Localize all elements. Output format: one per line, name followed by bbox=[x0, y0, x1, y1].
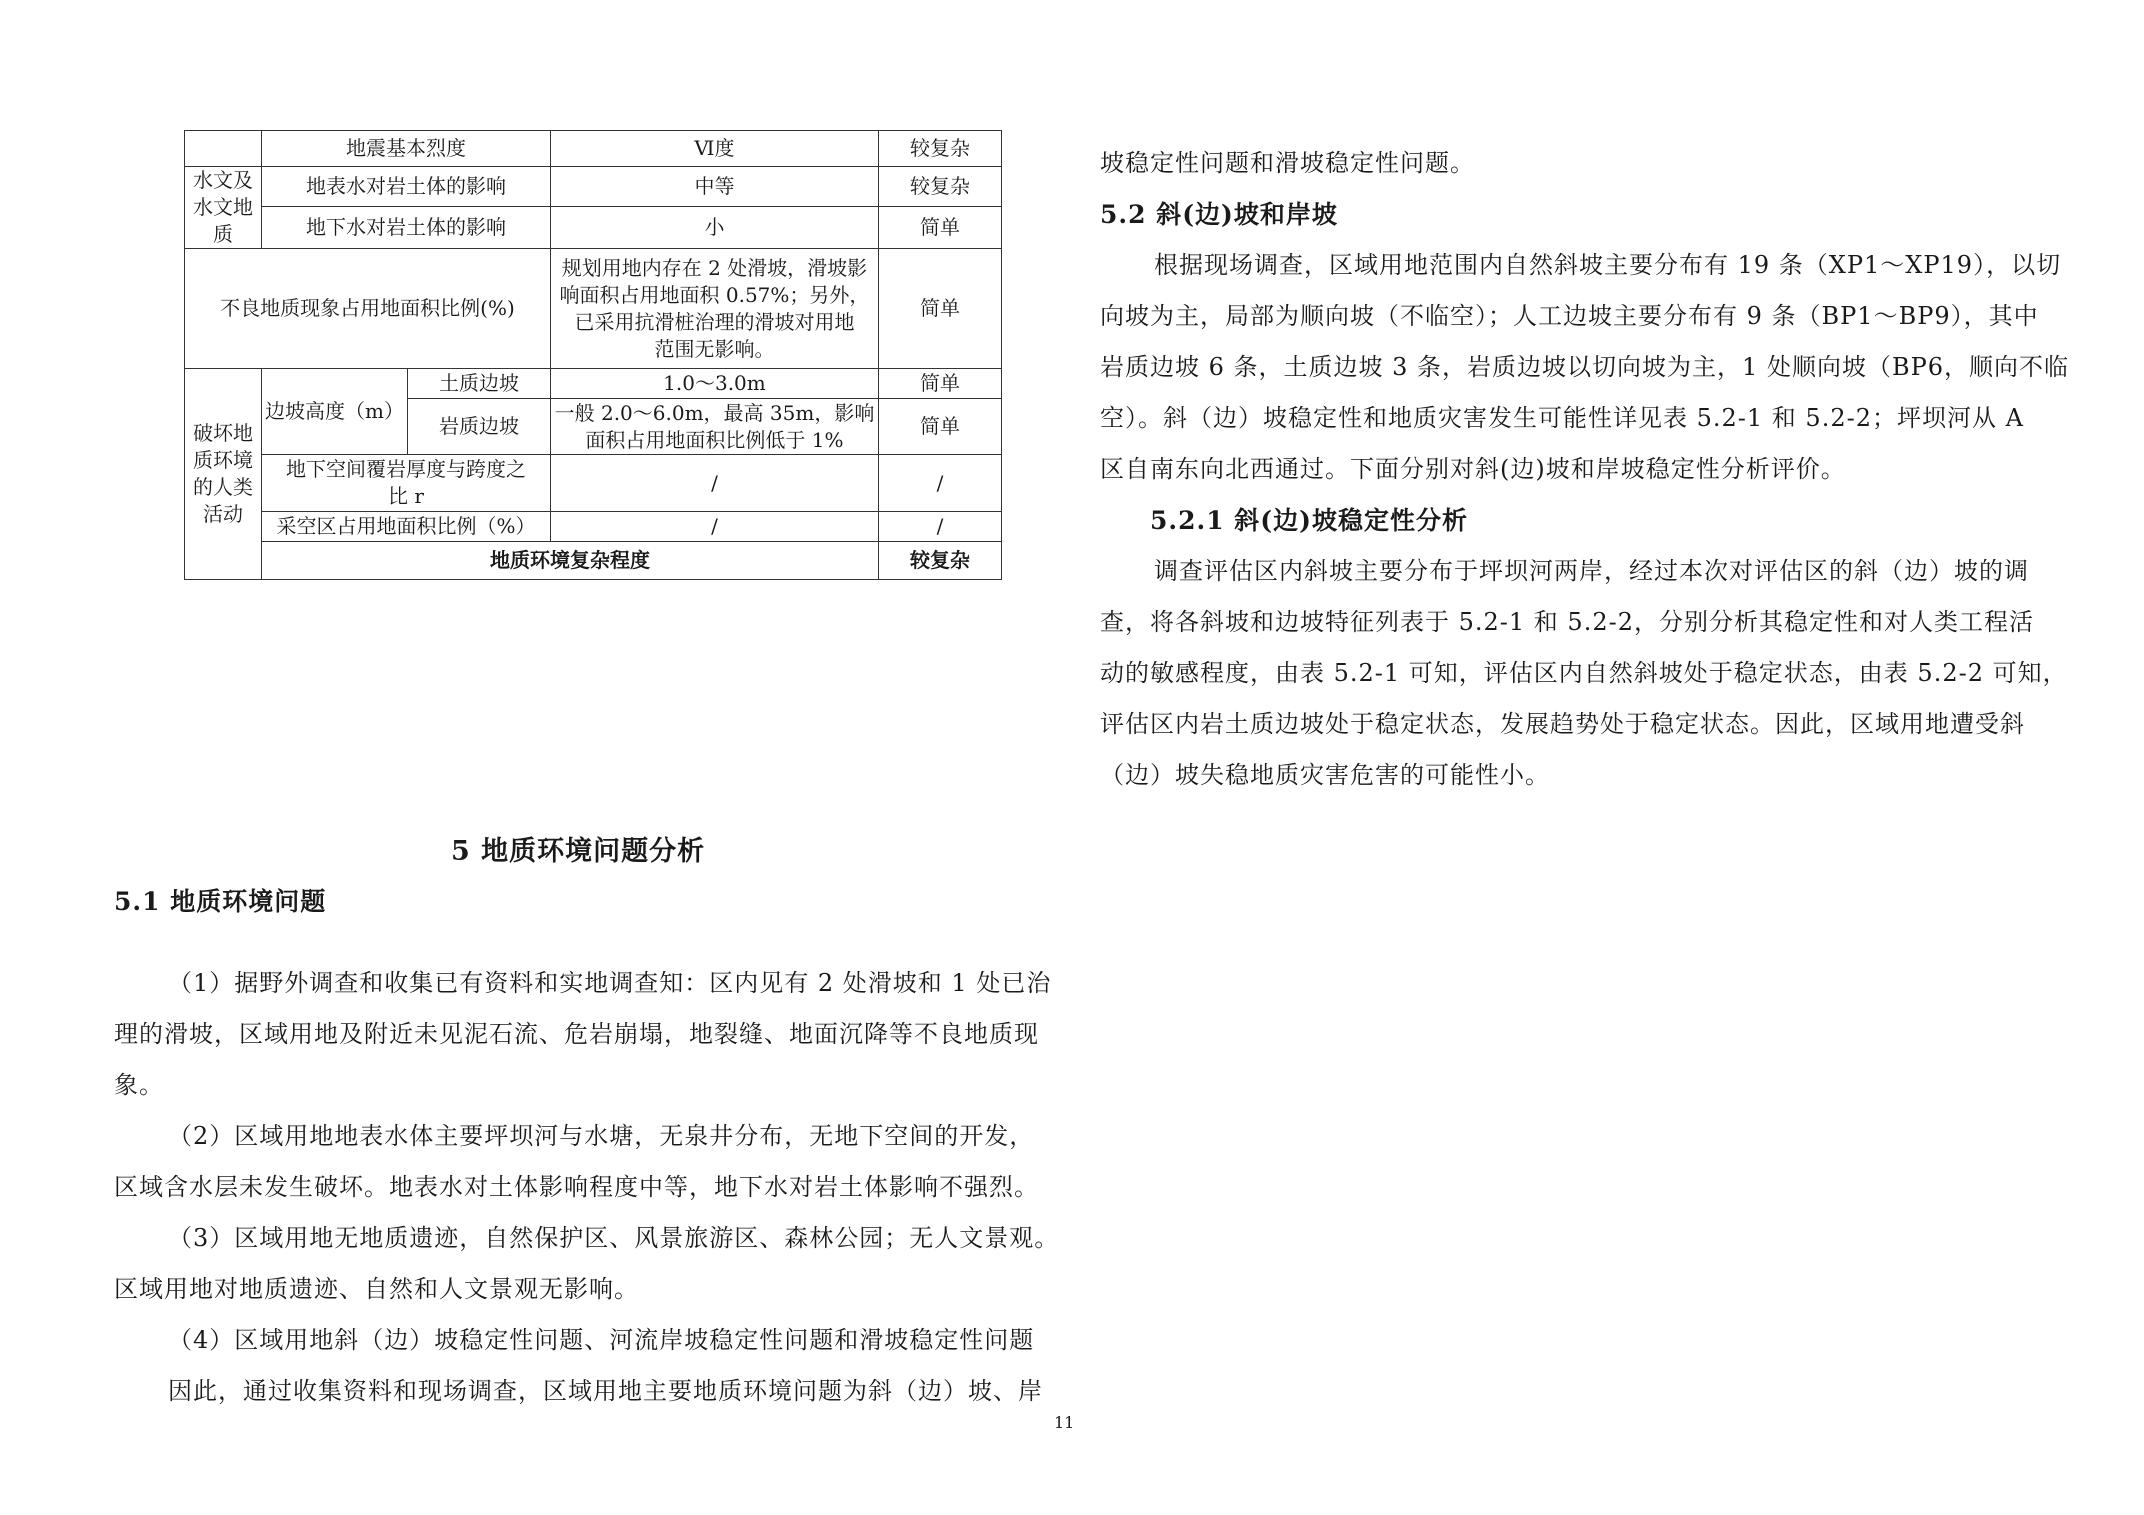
groundwater-rating: 简单 bbox=[878, 207, 1001, 249]
geo-complexity-table bbox=[184, 130, 1002, 580]
right-column-body bbox=[1100, 138, 2070, 801]
table-row bbox=[185, 249, 1002, 369]
body-line: 象。 bbox=[114, 1071, 164, 1099]
body-line: 空）。斜（边）坡稳定性和地质灾害发生可能性详见表 5.2-1 和 5.2-2；坪坝河从 A bbox=[1100, 404, 2024, 432]
rock-slope-label: 岩质边坡 bbox=[407, 399, 550, 455]
seismic-rating: 较复杂 bbox=[878, 131, 1001, 167]
complexity-total-label: 地质环境复杂程度 bbox=[262, 542, 879, 580]
seismic-label: 地震基本烈度 bbox=[262, 131, 551, 167]
mined-area-label: 采空区占用地面积比例（%） bbox=[262, 512, 551, 542]
surface-water-value: 中等 bbox=[550, 167, 878, 207]
mined-area-value: / bbox=[550, 512, 878, 542]
underground-space-label: 地下空间覆岩厚度与跨度之 比 r bbox=[262, 455, 551, 512]
body-line: 岩质边坡 6 条，土质边坡 3 条，岩质边坡以切向坡为主，1 处顺向坡（BP6，顺向不临 bbox=[1100, 353, 2070, 381]
body-line: （边）坡失稳地质灾害危害的可能性小。 bbox=[1100, 761, 1550, 789]
adverse-geology-rating: 简单 bbox=[878, 249, 1001, 369]
hydro-group-label: 水文及 水文地 质 bbox=[185, 167, 262, 249]
body-line: 评估区内岩土质边坡处于稳定状态，发展趋势处于稳定状态。因此，区域用地遭受斜 bbox=[1100, 710, 2025, 738]
body-line: （1）据野外调查和收集已有资料和实地调查知：区内见有 2 处滑坡和 1 处已治 bbox=[168, 969, 1052, 997]
empty-cell bbox=[185, 131, 262, 167]
slope-height-label: 边坡高度（m） bbox=[262, 369, 408, 455]
table-row bbox=[185, 207, 1002, 249]
section-title-5-2: 5.2 斜(边)坡和岸坡 bbox=[1100, 200, 1338, 229]
body-line: 坡稳定性问题和滑坡稳定性问题。 bbox=[1100, 149, 1475, 177]
body-line: 根据现场调查，区域用地范围内自然斜坡主要分布有 19 条（XP1～XP19），以切 bbox=[1154, 251, 2062, 279]
surface-water-label: 地表水对岩土体的影响 bbox=[262, 167, 551, 207]
body-line: （4）区域用地斜（边）坡稳定性问题、河流岸坡稳定性问题和滑坡稳定性问题 bbox=[168, 1326, 1035, 1354]
body-line: 调查评估区内斜坡主要分布于坪坝河两岸，经过本次对评估区的斜（边）坡的调 bbox=[1154, 557, 2029, 585]
table-row bbox=[185, 167, 1002, 207]
body-line: 区域用地对地质遗迹、自然和人文景观无影响。 bbox=[114, 1275, 639, 1303]
body-line: （3）区域用地无地质遗迹，自然保护区、风景旅游区、森林公园；无人文景观。 bbox=[168, 1224, 1060, 1252]
underground-space-value: / bbox=[550, 455, 878, 512]
soil-slope-rating: 简单 bbox=[878, 369, 1001, 399]
section-title-5-1: 5.1 地质环境问题 bbox=[114, 887, 327, 916]
rock-slope-rating: 简单 bbox=[878, 399, 1001, 455]
groundwater-value: 小 bbox=[550, 207, 878, 249]
body-line: 因此，通过收集资料和现场调查，区域用地主要地质环境问题为斜（边）坡、岸 bbox=[168, 1377, 1043, 1405]
page-number: 11 bbox=[1054, 1413, 1075, 1432]
subsection-title-5-2-1: 5.2.1 斜(边)坡稳定性分析 bbox=[1150, 506, 1468, 535]
human-activity-group-label: 破坏地 质环境 的人类 活动 bbox=[185, 369, 262, 580]
soil-slope-label: 土质边坡 bbox=[407, 369, 550, 399]
chapter-title: 5 地质环境问题分析 bbox=[451, 836, 706, 867]
body-line: 区域含水层未发生破坏。地表水对土体影响程度中等，地下水对岩土体影响不强烈。 bbox=[114, 1173, 1039, 1201]
soil-slope-value: 1.0～3.0m bbox=[550, 369, 878, 399]
table-row bbox=[185, 455, 1002, 512]
body-line: 动的敏感程度，由表 5.2-1 可知，评估区内自然斜坡处于稳定状态，由表 5.2-2 可知， bbox=[1100, 659, 2068, 687]
surface-water-rating: 较复杂 bbox=[878, 167, 1001, 207]
table-row bbox=[185, 542, 1002, 580]
body-line: 理的滑坡，区域用地及附近未见泥石流、危岩崩塌，地裂缝、地面沉降等不良地质现 bbox=[114, 1020, 1039, 1048]
rock-slope-value: 一般 2.0～6.0m，最高 35m，影响 面积占用地面积比例低于 1% bbox=[550, 399, 878, 455]
groundwater-label: 地下水对岩土体的影响 bbox=[262, 207, 551, 249]
mined-area-rating: / bbox=[878, 512, 1001, 542]
table-row bbox=[185, 369, 1002, 399]
table-row bbox=[185, 131, 1002, 167]
body-line: 区自南东向北西通过。下面分别对斜(边)坡和岸坡稳定性分析评价。 bbox=[1100, 455, 1846, 483]
body-line: 查，将各斜坡和边坡特征列表于 5.2-1 和 5.2-2，分别分析其稳定性和对人类工程活 bbox=[1100, 608, 2034, 636]
underground-space-rating: / bbox=[878, 455, 1001, 512]
complexity-total-rating: 较复杂 bbox=[878, 542, 1001, 580]
body-line: 向坡为主，局部为顺向坡（不临空）；人工边坡主要分布有 9 条（BP1～BP9），其中 bbox=[1100, 302, 2039, 330]
body-line: （2）区域用地地表水体主要坪坝河与水塘，无泉井分布，无地下空间的开发， bbox=[168, 1122, 1035, 1150]
section-5-1-body bbox=[114, 856, 1060, 1417]
adverse-geology-label: 不良地质现象占用地面积比例(%) bbox=[185, 249, 551, 369]
table-row bbox=[185, 512, 1002, 542]
adverse-geology-value: 规划用地内存在 2 处滑坡，滑坡影 响面积占用地面积 0.57%；另外， 已采用抗滑桩治理的滑坡对用地 范围无影响。 bbox=[550, 249, 878, 369]
seismic-value: Ⅵ度 bbox=[550, 131, 878, 167]
